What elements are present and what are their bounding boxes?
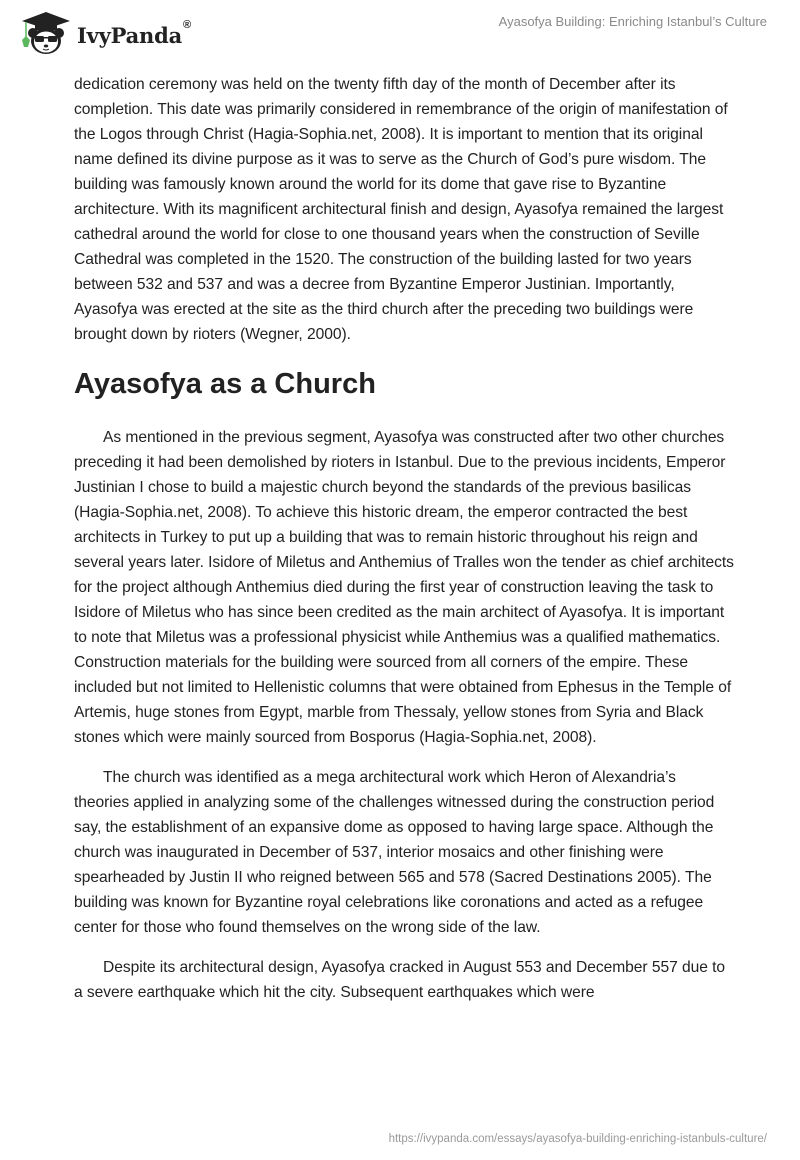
page-header — [0, 0, 800, 62]
paragraph: As mentioned in the previous segment, Ayasofya was constructed after two other churches preceding it had been demolished by rioters in Istanbul. Due to the previous incidents, Emperor Justinian I chose to build a majestic church beyond the standards of the previous basilicas (Hagia-Sophia.net, 2008). To achieve this historic dream, the emperor contracted the best architects in Turkey to put up a building that was to remain historic throughout his reign and several years later. Isidore of Miletus and Anthemius of Tralles won the tender as chief architects for the project although Anthemius died during the first year of construction leaving the task to Isidore of Miletus who has since been credited as the main architect of Ayasofya. It is important to note that Miletus was a professional physicist while Anthemius was a qualified mathematics. Construction materials for the building were sourced from all corners of the empire. These included but not limited to Hellenistic columns that were obtained from Ephesus in the Temple of Artemis, huge stones from Egypt, marble from Thessaly, yellow stones from Syria and Black stones which were mainly sourced from Bosporus (Hagia-Sophia.net, 2008). — [74, 429, 734, 746]
paragraph: Despite its architectural design, Ayasofya cracked in August 553 and December 557 due to a severe earthquake which hit the city. Subsequent earthquakes which were — [74, 959, 726, 1001]
source-url[interactable]: https://ivypanda.com/essays/ayasofya-building-enriching-istanbuls-culture/ — [388, 1133, 767, 1145]
brand-text: IvyPanda — [77, 22, 183, 48]
paragraph: The church was identified as a mega architectural work which Heron of Alexandria’s theories applied in analyzing some of the challenges witnessed during the construction period say, the establishment of an expansive dome as opposed to having large space. Although the church was inaugurated in December of 537, interior mosaics and other finishing were spearheaded by Justin II who reigned between 565 and 578 (Sacred Destinations 2005). The building was known for Byzantine royal celebrations like coronations and acted as a refugee center for those who found themselves on the wrong side of the law. — [74, 769, 715, 936]
registered-mark: ® — [183, 18, 191, 31]
paragraph: dedication ceremony was held on the twenty fifth day of the month of December after its completion. This date was primarily considered in remembrance of the origin of manifestation of the Logos through Christ (Hagia-Sophia.net, 2008). It is important to mention that its original name defined its divine purpose as it was to serve as the Church of God’s pure wisdom. The building was famously known around the world for its dome that gave rise to Byzantine architecture. With its magnificent architectural finish and design, Ayasofya remained the largest cathedral around the world for close to one thousand years when the construction of Seville Cathedral was completed in the 1520. The construction of the building lasted for two years between 532 and 537 and was a decree from Byzantine Emperor Justinian. Importantly, Ayasofya was erected at the site as the third church after the preceding two buildings were brought down by rioters (Wegner, 2000). — [74, 76, 728, 343]
section-heading: Ayasofya as a Church — [74, 368, 376, 400]
brand-logo[interactable] — [18, 10, 191, 56]
panda-graduate-icon — [18, 10, 74, 56]
brand-name — [77, 18, 191, 48]
essay-content — [74, 72, 734, 1020]
document-title: Ayasofya Building: Enriching Istanbul’s Culture — [498, 14, 767, 29]
